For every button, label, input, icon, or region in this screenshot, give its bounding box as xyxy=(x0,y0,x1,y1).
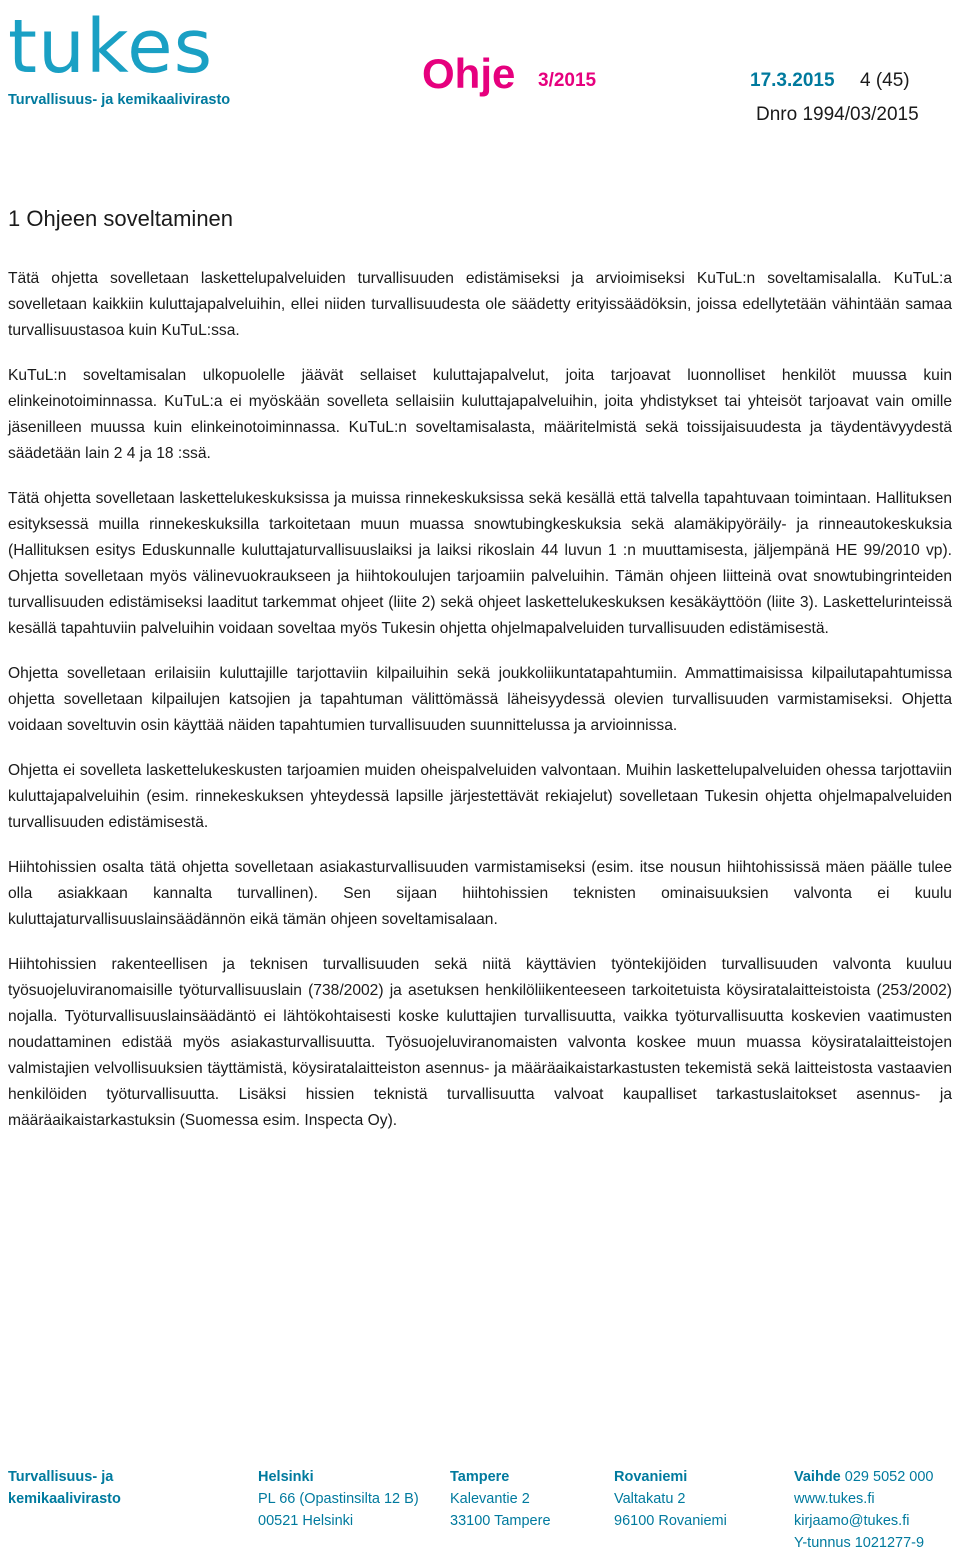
page-indicator: 4 (45) xyxy=(860,70,910,91)
phone-number: 029 5052 000 xyxy=(844,1469,934,1485)
footer-rovaniemi: Rovaniemi Valtakatu 2 96100 Rovaniemi xyxy=(614,1469,727,1529)
paragraph: Tätä ohjetta sovelletaan laskettelukeskuksissa ja muissa rinnekeskuksissa sekä kesällä että talvella tapahtuvaan toimintaan. Hallituksen esityksessä muilla rinnekeskuksilla tarkoitetaan muun muassa snowtubingkeskuksia sekä alamäkipyöräily- ja rinneautokeskuksia (Hallituksen esitys Eduskunnalle kuluttajaturvallisuuslaiksi ja laiksi rikoslain 44 luvun 1 :n muuttamisesta, jäljempänä HE 99/2010 vp). Ohjetta sovelletaan myös välinevuokraukseen ja hiihtokoulujen tarjoamiin palveluihin. Tämän ohjeen liitteinä ovat snowtubingrinteiden turvallisuuden edistämiseksi laaditut tarkemmat ohjeet (liite 2) sekä ohjeet laskettelukeskuksen kesäkäyttöön (liite 3). Laskettelurinteissä kesällä tapahtuviin palveluihin voidaan soveltaa myös Tukesin ohjetta ohjelmapalveluiden turvallisuuden edistämisestä. xyxy=(8,490,952,637)
logo-subtitle: Turvallisuus- ja kemikaalivirasto xyxy=(8,92,231,108)
reference-number: Dnro 1994/03/2015 xyxy=(756,104,919,125)
logo-wordmark: tukes xyxy=(8,4,214,90)
paragraph: Hiihtohissien rakenteellisen ja teknisen turvallisuuden sekä niitä käyttävien työntekijöiden turvallisuuden valvonta kuuluu työsuojeluviranomaisille työturvallisuuslain (738/2002) ja asetuksen henkilöliikenteeseen tarkoitetuista köysiratalaitteistoista (253/2002) nojalla. Työturvallisuuslainsäädäntö ei lähtökohtaisesti koske kuluttajien turvallisuutta, vaikka työturvallisuutta koskevien vaatimusten noudattaminen edistää myös asiakasturvallisuutta. Työsuojeluviranomaisten valvonta koskee muun muassa köysiratalaitteistojen valmistajien velvollisuuksien täyttämistä, köysiratalaitteiston asennus- ja määräaikaistarkastusten tekemistä sekä laitteistosta vastaavien henkilöiden työturvallisuutta. Lisäksi hissien teknistä turvallisuutta valvoat kaupalliset tarkastuslaitokset asennus- ja määräaikaistarkastuksin (Suomessa esim. Inspecta Oy). xyxy=(8,956,952,1129)
document-body xyxy=(8,266,952,1153)
business-id: Y-tunnus 1021277-9 xyxy=(794,1535,925,1551)
email-link[interactable]: kirjaamo@tukes.fi xyxy=(794,1513,910,1529)
paragraph: KuTuL:n soveltamisalan ulkopuolelle jäävät sellaiset kuluttajapalvelut, joita tarjoavat luonnolliset henkilöt muussa kuin elinkeinotoiminnassa. KuTuL:a ei myöskään sovelleta sellaisiin kuluttajapalveluihin, joita yhdistykset tai yhteisöt tarjoavat vain omille jäsenilleen muussa kuin elinkeinotoiminnassa. KuTuL:n soveltamisalasta, määritelmistä sekä toissijaisuudesta ja täydentävyydestä säädetään lain 2 4 ja 18 :ssä. xyxy=(8,367,952,462)
paragraph: Hiihtohissien osalta tätä ohjetta sovelletaan asiakasturvallisuuden varmistamiseksi (esim. itse nousun hiihtohississä mäen päälle tulee olla asiakkaan kannalta turvallinen). Sen sijaan hiihtohissien teknisten ominaisuuksien valvonta ei kuulu kuluttajaturvallisuuslainsäädännön eikä tämän ohjeen soveltamisalaan. xyxy=(8,859,952,928)
section-heading: 1 Ohjeen soveltaminen xyxy=(8,206,234,231)
tukes-logo xyxy=(8,4,253,108)
document-type: Ohje xyxy=(422,50,516,97)
document-date: 17.3.2015 xyxy=(750,70,835,91)
paragraph: Tätä ohjetta sovelletaan laskettelupalveluiden turvallisuuden edistämiseksi ja arvioimiseksi KuTuL:n soveltamisalalla. KuTuL:a sovelletaan kaikkiin kuluttajapalveluihin, ellei niiden turvallisuudesta ole säädetty erityissäädöksin, joissa edellytetään vähintään samaa turvallisuustasoa kuin KuTuL:ssa. xyxy=(8,270,952,339)
paragraph: Ohjetta sovelletaan erilaisiin kuluttajille tarjottaviin kilpailuihin sekä joukkoliikuntatapahtumiin. Ammattimaisissa kilpailutapahtumissa ohjetta sovelletaan kilpailujen katsojien ja tapahtuman välittömässä läheisyydessä olevien turvallisuuden varmistamiseksi. Ohjetta voidaan soveltuvin osin käyttää näiden tapahtumien turvallisuuden suunnittelussa ja arvioinnissa. xyxy=(8,665,952,734)
footer-agency: Turvallisuus- ja kemikaalivirasto xyxy=(8,1469,121,1507)
document-number: 3/2015 xyxy=(538,70,597,91)
footer-contact xyxy=(794,1466,933,1554)
footer-helsinki: Helsinki PL 66 (Opastinsilta 12 B) 00521 Helsinki xyxy=(258,1469,419,1529)
footer-tampere: Tampere Kalevantie 2 33100 Tampere xyxy=(450,1469,551,1529)
paragraph: Ohjetta ei sovelleta laskettelukeskusten tarjoamien muiden oheispalveluiden valvontaan. Muihin laskettelupalveluiden ohessa tarjottaviin kuluttajapalveluihin (esim. rinnekeskuksen yhteydessä lapsille järjestettävät rekiajelut) sovelletaan Tukesin ohjetta ohjelmapalveluiden turvallisuuden edistämisestä. xyxy=(8,762,952,831)
website-link[interactable]: www.tukes.fi xyxy=(794,1491,875,1507)
phone-label: Vaihde xyxy=(794,1469,841,1485)
